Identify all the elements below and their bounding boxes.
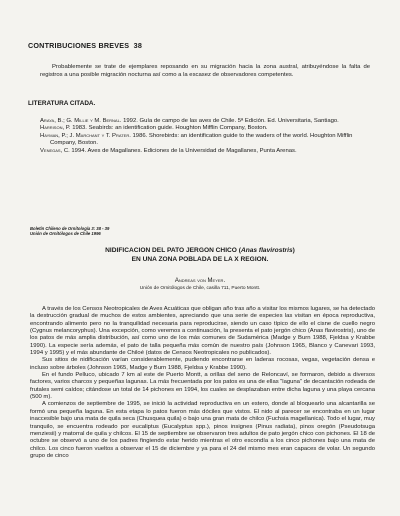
author-name: Andreas von Meyer. [174,278,226,284]
reference-authors: Hayman, P.; J. Marchant y T. Prater. [40,132,131,139]
article-title [0,246,400,264]
body-paragraph: A comienzos de septiembre de 1995, se inició la actividad reproductiva en un estero, donde al bloquearlo una alcantarilla se formó una pequeña laguna. En esta etapa lo patos fueron más dóciles que vistos. El nido al parecer se encontraba en un lugar inaccesible bajo una mata de quila seca (Chusquea quila) o bajo una gran mata de chilco (Fuchsia magellanica). Todo el lugar, muy tranquilo, se encuentra rodeado por eucaliptus (Eucalyptus spp.), pinos insignes (Pinus radiata), pinos oregón (Pseudotsuga menziesii) y matorral de quila y chilcos. El 15 de septiembre se observaron tres adultos de pato jergón chico con pichones. El 18 de octubre se observó a uno de los padres fingiendo estar herido mientras el otro escondía a los cinco pichones bajo una mata de chilco. Los cinco fueron vueltos a observar el 15 de diciembre y ya para el 24 del mismo mes eran capaces de volar. Un segundo grupo de cinco [30,401,375,459]
reference-authors: Harrison, P. [40,125,71,132]
title-text-end: ) [292,247,295,254]
title-line-2: EN UNA ZONA POBLADA DE LA X REGION. [131,256,269,263]
body-paragraph: Sus sitios de nidificación varían considerablemente, pudiendo encontrarse en laderas rocosas, vegas, vegetación densa e incluso sobre árboles (Johnson 1965, Madge y Burn 1988, Fjeldsa y Krabbe 1990). [30,357,375,371]
reference-authors: Araya, B.; G. Millie y M. Bernal. [40,118,122,124]
body-paragraph: A través de los Censos Neotropicales de Aves Acuáticas que obligan año tras año a visitar los mismos lugares, se ha detectado la destrucción gradual de muchos de estos ambientes, apreciando que una serie de especies las visitan en época reproductiva, encontrando alimento pero no la tranquilidad necesaria para reproducirse, siendo un caso típico de ello el cisne de cuello negro (Cygnus melancoryphus). Una excepción, como veremos a continuación, la presenta el pato jergón chico (Anas flavirostris), uno de los patos de más amplia distribución, así como uno de los más comunes de Sudamérica (Madge y Burn 1988, Fjeldsa y Krabbe 1990). La especie sería además, el pato de talla pequeña más común de nuestro país (Johnson 1965, Blanco y Canevari 1993, 1994 y 1995) y el más abundante de Chiloé (datos de Censos Neotropicales no publicados). [30,306,375,357]
running-header [28,41,142,50]
journal-citation [30,226,109,236]
reference-item [40,118,370,125]
title-species: Anas flavirostris [240,247,293,254]
journal-line: Unión de Ornitólogos de Chile 1996 [30,231,101,236]
reference-item [40,133,370,148]
reference-text: 1992. Guía de campo de las aves de Chile. 5ª Edición. Ed. Universitaria, Santiago. [123,118,339,124]
reference-item [40,148,370,155]
reference-text: 1983. Seabirds: an identification guide. Houghton Mifflin Company, Boston. [72,125,268,132]
reference-text: 1986. Shorebirds: an identification guide to the waders of the world. Houghton Mifflin Company, Boston. [50,132,353,147]
reference-list [40,118,370,155]
literature-heading: LITERATURA CITADA. [28,100,96,107]
reference-text: 1994. Aves de Magallanes. Ediciones de la Universidad de Magallanes, Punta Arenas. [71,147,297,154]
journal-line: Boletín Chileno de Ornitología 3: 38 - 39 [30,226,110,231]
reference-authors: Venegas, C. [40,147,70,154]
page-number: 38 [133,41,143,50]
title-text: NIDIFICACION DEL PATO JERGON CHICO ( [105,247,241,254]
reference-item [40,125,370,132]
article-author [0,278,400,284]
author-affiliation: Unión de Ornitólogos de Chile, casilla 711, Puerto Montt. [139,286,261,291]
section-title: CONTRIBUCIONES BREVES [28,41,130,50]
body-paragraph: En el fundo Pelluco, ubicado 7 km al este de Puerto Montt, a orillas del seno de Reloncaví, se formaron, debido a diversos factores, varios charcos y pequeñas lagunas. La más frecuentada por los patos es una de ellas “laguna” de decantación rodeada de frutales semi caídos; citándose un total de 14 pichones en 1994, los cuales se desplazaban entre dicha laguna y una playa cercana (500 m). [30,372,375,401]
article-body [30,306,375,460]
intro-paragraph: Probablemente se trate de ejemplares reposando en su migración hacia la zona austral, atribuyéndose la falta de registros a una posible migración nocturna así como a la escasez de observadores competentes. [40,64,370,78]
